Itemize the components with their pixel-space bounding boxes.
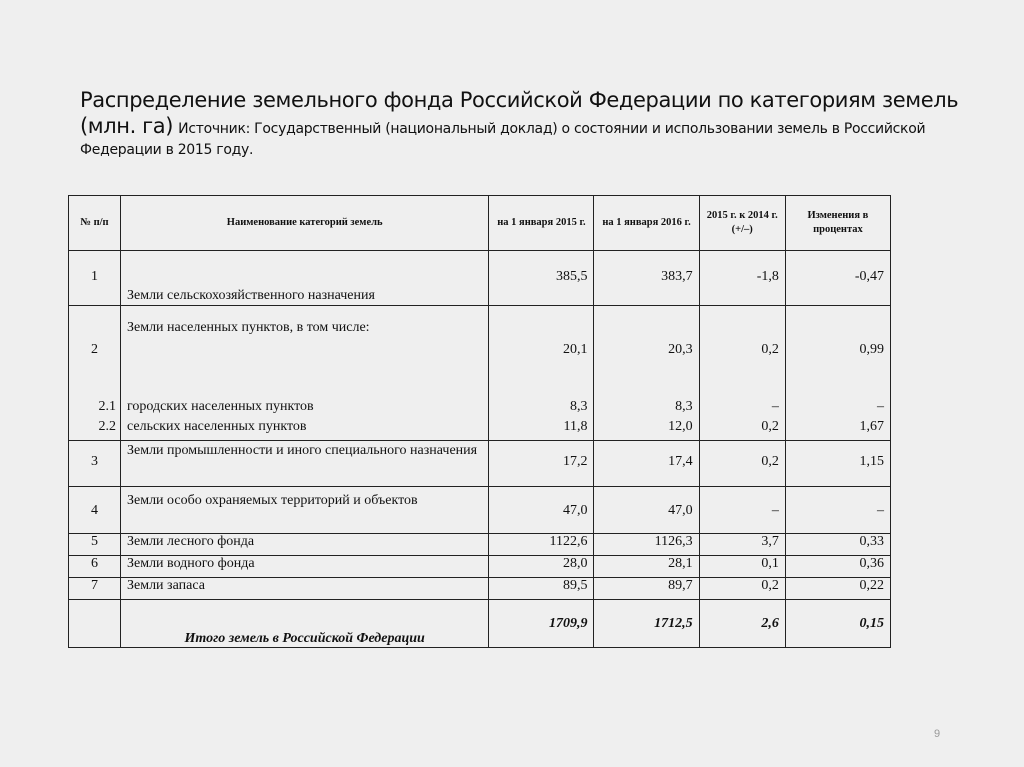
header-name: Наименование категорий земель (120, 196, 488, 251)
cell-jan2015: 1122,6 (489, 534, 594, 556)
cell-num: 1 (69, 251, 121, 306)
table-row (69, 534, 891, 556)
page-number: 9 (934, 728, 941, 740)
cell-diff: -1,8 (699, 251, 785, 306)
cell-diff: – (699, 487, 785, 534)
cell-jan2015: 11,8 (489, 419, 594, 441)
cell-jan2015: 28,0 (489, 556, 594, 578)
cell-num: 2 (69, 306, 121, 399)
land-fund-table (68, 195, 891, 648)
cell-jan2016: 1126,3 (594, 534, 699, 556)
cell-pct: 0,36 (785, 556, 890, 578)
cell-name: Земли населенных пунктов, в том числе: (120, 306, 488, 399)
cell-diff: 3,7 (699, 534, 785, 556)
table-row (69, 578, 891, 600)
cell-total-label: Итого земель в Российской Федерации (120, 600, 488, 648)
cell-jan2016: 8,3 (594, 399, 699, 419)
cell-num: 6 (69, 556, 121, 578)
header-jan2016: на 1 января 2016 г. (594, 196, 699, 251)
cell-pct: – (785, 399, 890, 419)
slide-title (80, 88, 960, 159)
cell-total-jan2016: 1712,5 (594, 600, 699, 648)
cell-num: 4 (69, 487, 121, 534)
cell-name: городских населенных пунктов (120, 399, 488, 419)
cell-pct: 1,67 (785, 419, 890, 441)
header-jan2015: на 1 января 2015 г. (489, 196, 594, 251)
table-row (69, 251, 891, 306)
cell-jan2015: 8,3 (489, 399, 594, 419)
cell-name: сельских населенных пунктов (120, 419, 488, 441)
table-total-row (69, 600, 891, 648)
cell-diff: 0,2 (699, 578, 785, 600)
cell-pct: – (785, 487, 890, 534)
cell-jan2016: 20,3 (594, 306, 699, 399)
cell-num (69, 600, 121, 648)
title-source: Источник: Государственный (национальный доклад) о состоянии и использовании земель в Российской Федерации в 2015 году. (80, 120, 926, 159)
cell-jan2016: 17,4 (594, 441, 699, 487)
cell-diff: 0,2 (699, 419, 785, 441)
table-row (69, 556, 891, 578)
cell-jan2015: 17,2 (489, 441, 594, 487)
header-pct: Изменения в процентах (785, 196, 890, 251)
table-row (69, 399, 891, 419)
table-row (69, 306, 891, 399)
cell-jan2015: 20,1 (489, 306, 594, 399)
cell-jan2016: 89,7 (594, 578, 699, 600)
table-header-row (69, 196, 891, 251)
cell-name: Земли лесного фонда (120, 534, 488, 556)
cell-diff: – (699, 399, 785, 419)
cell-jan2015: 89,5 (489, 578, 594, 600)
cell-name: Земли водного фонда (120, 556, 488, 578)
cell-name: Земли особо охраняемых территорий и объектов (120, 487, 488, 534)
cell-total-diff: 2,6 (699, 600, 785, 648)
cell-name: Земли запаса (120, 578, 488, 600)
cell-num: 3 (69, 441, 121, 487)
title-main: Распределение земельного фонда Российской Федерации по категориям земель (млн. га) (80, 88, 959, 138)
cell-jan2015: 385,5 (489, 251, 594, 306)
table-row (69, 487, 891, 534)
cell-total-jan2015: 1709,9 (489, 600, 594, 648)
header-num: № п/п (69, 196, 121, 251)
cell-total-pct: 0,15 (785, 600, 890, 648)
cell-jan2016: 383,7 (594, 251, 699, 306)
header-diff: 2015 г. к 2014 г. (+/–) (699, 196, 785, 251)
cell-jan2016: 12,0 (594, 419, 699, 441)
cell-pct: 1,15 (785, 441, 890, 487)
cell-pct: 0,22 (785, 578, 890, 600)
cell-pct: 0,33 (785, 534, 890, 556)
cell-jan2015: 47,0 (489, 487, 594, 534)
table-row (69, 441, 891, 487)
cell-diff: 0,1 (699, 556, 785, 578)
cell-diff: 0,2 (699, 441, 785, 487)
cell-num: 7 (69, 578, 121, 600)
cell-name: Земли промышленности и иного специального назначения (120, 441, 488, 487)
cell-jan2016: 47,0 (594, 487, 699, 534)
cell-jan2016: 28,1 (594, 556, 699, 578)
table-row (69, 419, 891, 441)
cell-num: 5 (69, 534, 121, 556)
cell-diff: 0,2 (699, 306, 785, 399)
cell-pct: -0,47 (785, 251, 890, 306)
cell-num: 2.2 (69, 419, 121, 441)
cell-name: Земли сельскохозяйственного назначения (120, 251, 488, 306)
cell-pct: 0,99 (785, 306, 890, 399)
cell-num: 2.1 (69, 399, 121, 419)
